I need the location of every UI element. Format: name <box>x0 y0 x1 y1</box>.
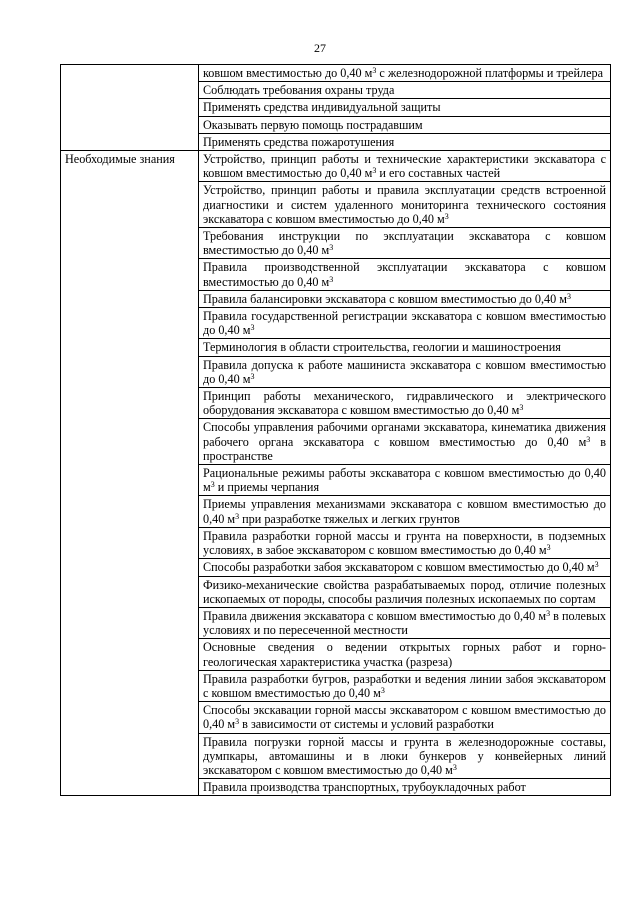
table-cell: Способы разработки забоя экскаватором с ковшом вместимостью до 0,40 $м^3$ <box>199 559 611 576</box>
table-cell: Способы экскавации горной массы экскаватором с ковшом вместимостью до 0,40 $м^3$ в зависимости от системы и условий разработки <box>199 702 611 733</box>
table-cell: Рациональные режимы работы экскаватора с ковшом вместимостью до 0,40 $м^3$ и приемы черпания <box>199 465 611 496</box>
table-cell: Правила разработки бугров, разработки и ведения линии забоя экскаватором с ковшом вместимостью до 0,40 $м^3$ <box>199 670 611 701</box>
empty-label-cell <box>61 65 199 151</box>
table-cell: Правила разработки горной массы и грунта на поверхности, в подземных условиях, в забое экскаватором с ковшом вместимостью до 0,40 $м^3$ <box>199 527 611 558</box>
table-cell: Терминология в области строительства, геологии и машиностроения <box>199 339 611 356</box>
table-cell: Устройство, принцип работы и технические характеристики экскаватора с ковшом вместимостью до 0,40 $м^3$ и его составных частей <box>199 151 611 182</box>
table-cell: ковшом вместимостью до 0,40 $м^3$ с железнодорожной платформы и трейлера <box>199 65 611 82</box>
table-cell: Оказывать первую помощь пострадавшим <box>199 116 611 133</box>
table-cell: Физико-механические свойства разрабатываемых пород, отличие полезных ископаемых от породы, способы различия полезных ископаемых по сортам <box>199 576 611 607</box>
page-number: 27 <box>314 41 326 55</box>
table-cell: Приемы управления механизмами экскаватора с ковшом вместимостью до 0,40 $м^3$ при разработке тяжелых и легких грунтов <box>199 496 611 527</box>
table-cell: Применять средства пожаротушения <box>199 133 611 150</box>
table-cell: Принцип работы механического, гидравлического и электрического оборудования экскаватора с ковшом вместимостью до 0,40 $м^3$ <box>199 388 611 419</box>
table-row <box>61 65 611 82</box>
table-cell: Правила государственной регистрации экскаватора с ковшом вместимостью до 0,40 $м^3$ <box>199 308 611 339</box>
table-cell: Соблюдать требования охраны труда <box>199 82 611 99</box>
table-cell: Применять средства индивидуальной защиты <box>199 99 611 116</box>
table-cell: Правила погрузки горной массы и грунта в железнодорожные составы, думпкары, автомашины и в люки бункеров у конвейерных линий экскаватором с ковшом вместимостью до 0,40 $м^3$ <box>199 733 611 779</box>
table-cell: Правила движения экскаватора с ковшом вместимостью до 0,40 $м^3$ в полевых условиях и по пересеченной местности <box>199 607 611 638</box>
table-cell: Основные сведения о ведении открытых горных работ и горно-геологическая характеристика участка (разреза) <box>199 639 611 670</box>
table-cell: Правила балансировки экскаватора с ковшом вместимостью до 0,40 $м^3$ <box>199 290 611 307</box>
table-cell: Правила производственной эксплуатации экскаватора с ковшом вместимостью до 0,40 $м^3$ <box>199 259 611 290</box>
requirements-table <box>60 64 611 796</box>
section-label: Необходимые знания <box>61 151 199 796</box>
table-cell: Правила допуска к работе машиниста экскаватора с ковшом вместимостью до 0,40 $м^3$ <box>199 356 611 387</box>
table-cell: Требования инструкции по эксплуатации экскаватора с ковшом вместимостью до 0,40 $м^3$ <box>199 228 611 259</box>
table-row <box>61 151 611 182</box>
table-cell: Способы управления рабочими органами экскаватора, кинематика движения рабочего органа экскаватора с ковшом вместимостью до 0,40 $м^3$ в пространстве <box>199 419 611 465</box>
table-cell: Устройство, принцип работы и правила эксплуатации средств встроенной диагностики и систем удаленного мониторинга технического состояния экскаватора с ковшом вместимостью до 0,40 $м^3$ <box>199 182 611 228</box>
table-cell: Правила производства транспортных, трубоукладочных работ <box>199 779 611 796</box>
